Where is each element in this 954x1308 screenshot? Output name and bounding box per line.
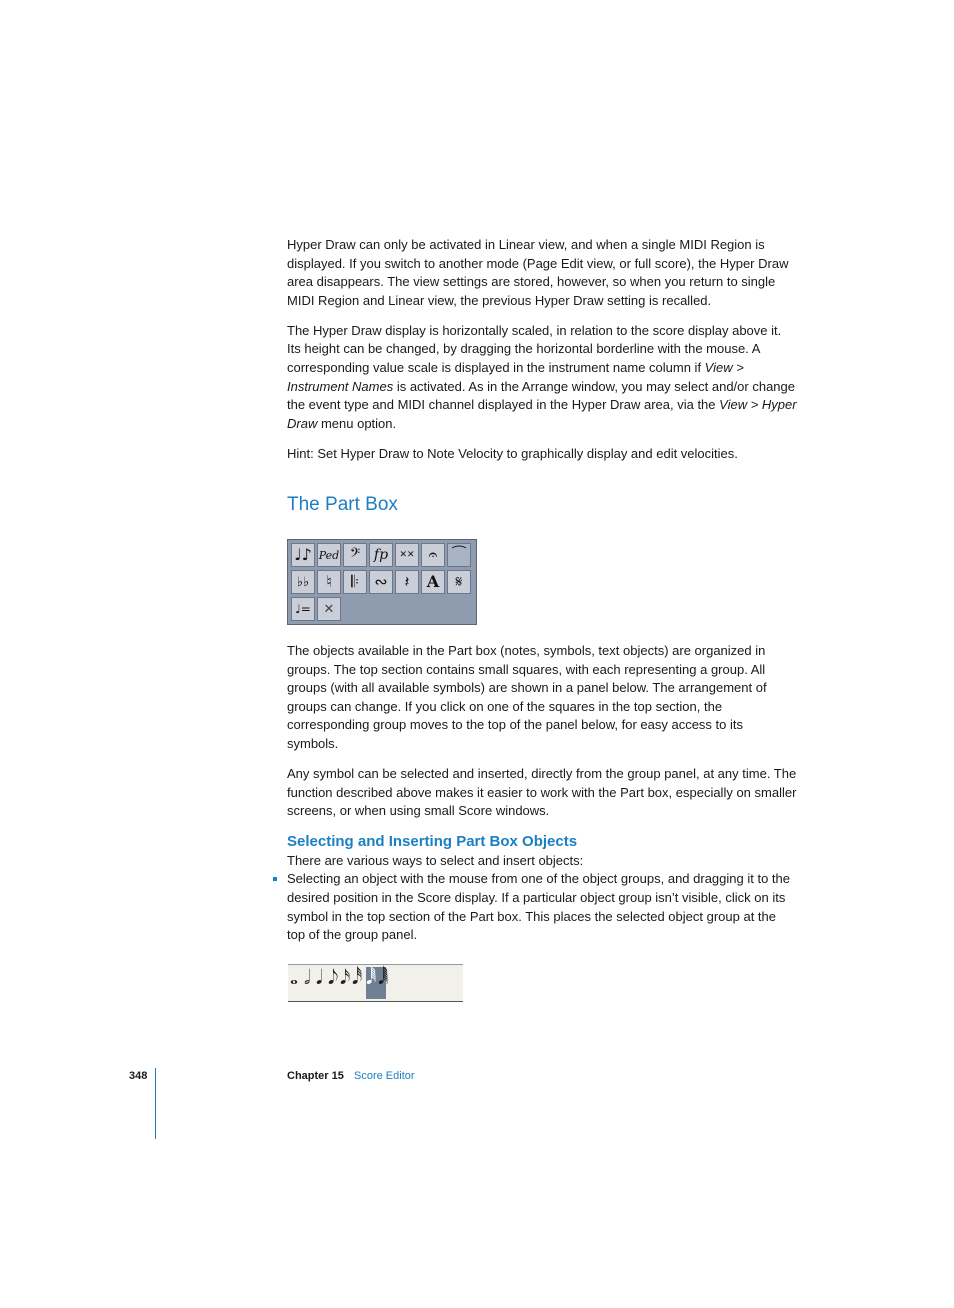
body-text-top (287, 236, 797, 464)
part-box-group-accidentals[interactable]: ♭♭ (291, 570, 315, 594)
part-box-group-text[interactable]: A (421, 570, 445, 594)
part-box-group-natural[interactable]: ♮ (317, 570, 341, 594)
page-number: 348 (129, 1070, 148, 1082)
part-box-group-dynamics[interactable]: fp (369, 543, 393, 567)
p2-text-a: The Hyper Draw display is horizontally scaled, in relation to the score display above it. Its height can be changed, by dragging the horizontal borderline with the mouse. A corresponding value scale is displayed in the instrument name column if (287, 322, 782, 376)
paragraph-ways-to-select: There are various ways to select and insert objects: (287, 852, 584, 868)
sixty-fourth-note-icon[interactable]: 𝅘𝅥𝅱 (366, 965, 377, 989)
paragraph-hyper-draw-activation: Hyper Draw can only be activated in Linear view, and when a single MIDI Region is displayed. If you switch to another mode (Page Edit view, or full score), the Hyper Draw area disappears. The view settings are stored, however, so when you return to single MIDI Region and Linear view, the previous Hyper Draw setting is recalled. (287, 237, 789, 308)
part-box-group-ornaments[interactable]: ∾ (369, 570, 393, 594)
section-heading-part-box: The Part Box (287, 494, 398, 515)
part-box-group-rests[interactable]: 𝄽 (395, 570, 419, 594)
part-box-group-noteheads[interactable]: ✕✕ (395, 543, 419, 567)
menu-path-hyper-draw: View > Hyper Draw (287, 397, 797, 431)
part-box-group-misc[interactable]: ✕ (317, 597, 341, 621)
menu-path-instrument-names: View > Instrument Names (287, 360, 744, 394)
whole-note-icon[interactable]: 𝅝 (290, 965, 298, 989)
p2-text-b: is activated. As in the Arrange window, you may select and/or change the event type and MIDI channel displayed in the Hyper Draw area, via the (287, 378, 795, 413)
p2-text-c: menu option. (317, 415, 397, 431)
bullet-item (287, 870, 797, 944)
part-box-group-notes[interactable]: ♩♪ (291, 543, 315, 567)
part-box-group-clefs[interactable]: 𝄢 (343, 543, 367, 567)
part-box-group-barlines[interactable]: 𝄆 (343, 570, 367, 594)
bullet-marker (273, 877, 277, 881)
subsection-heading-selecting: Selecting and Inserting Part Box Objects (287, 832, 578, 850)
thirty-second-note-icon[interactable]: 𝅘𝅥𝅰 (352, 965, 363, 989)
part-box-group-tempo[interactable]: ♩= (291, 597, 315, 621)
eighth-note-icon[interactable]: 𝅘𝅥𝅮 (328, 965, 339, 989)
chapter-title: Score Editor (354, 1070, 415, 1082)
part-box-panel (287, 539, 477, 625)
quarter-note-icon[interactable]: 𝅘𝅥 (316, 965, 323, 989)
part-box-group-fermata[interactable]: 𝄐 (421, 543, 445, 567)
paragraph-symbol-insert: Any symbol can be selected and inserted, directly from the group panel, at any time. The function described above makes it easier to work with the Part box, especially on smaller screens, or when using small Score windows. (287, 766, 797, 819)
part-box-group-pedal[interactable]: Ped (317, 543, 341, 567)
half-note-icon[interactable]: 𝅗𝅥 (304, 965, 311, 989)
part-box-group-slurs[interactable]: ⁀ (447, 543, 471, 567)
footer-divider (155, 1068, 156, 1139)
part-box-group-repeat-signs[interactable]: 𝄋 (447, 570, 471, 594)
bullet-text: Selecting an object with the mouse from one of the object groups, and dragging it to the desired position in the Score display. If a particular object group isn’t visible, click on its symbol in the top section of the Part box. This places the selected object group at the top of the group panel. (287, 871, 790, 943)
paragraph-hyper-draw-display (287, 322, 797, 434)
paragraph-hint: Hint: Set Hyper Draw to Note Velocity to graphically display and edit velocities. (287, 445, 738, 461)
chapter-label: Chapter 15 (287, 1070, 344, 1082)
paragraph-part-box-objects: The objects available in the Part box (notes, symbols, text objects) are organized in groups. The top section contains small squares, with each representing a group. All groups (with all available symbols) are shown in a panel below. The arrangement of groups can change. If you click on one of the squares in the top section, the corresponding group moves to the top of the panel below, for easy access to its symbols. (287, 643, 767, 751)
hundred-twenty-eighth-note-icon[interactable]: 𝅘𝅥𝅲 (378, 965, 389, 989)
note-values-strip (288, 964, 463, 1002)
body-text-part-box (287, 642, 797, 945)
sixteenth-note-icon[interactable]: 𝅘𝅥𝅯 (340, 965, 351, 989)
